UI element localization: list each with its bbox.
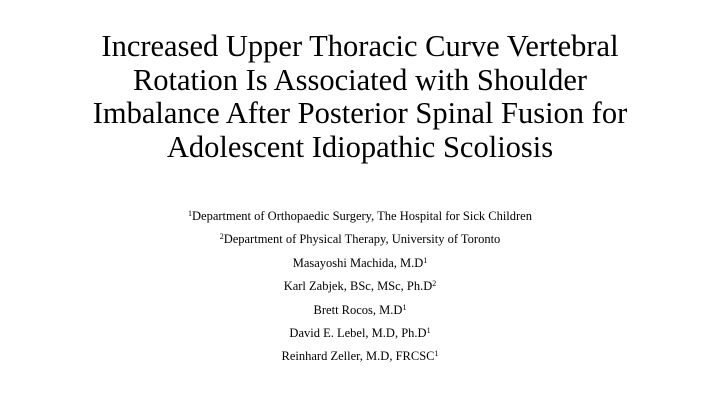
author-3 — [60, 299, 660, 322]
author-1 — [60, 252, 660, 275]
affiliation-1 — [60, 205, 660, 228]
slide-title — [60, 30, 660, 164]
author-name: David E. Lebel, M.D, Ph.D — [289, 325, 427, 340]
author-marker: 1 — [423, 255, 428, 265]
author-4 — [60, 322, 660, 345]
author-name: Karl Zabjek, BSc, MSc, Ph.D — [283, 279, 433, 294]
author-name: Reinhard Zeller, M.D, FRCSC — [281, 349, 435, 364]
affiliation-text: Department of Orthopaedic Surgery, The Hospital for Sick Children — [192, 209, 532, 223]
affiliation-2 — [60, 228, 660, 251]
title-line: Adolescent Idiopathic Scoliosis — [166, 129, 554, 164]
author-name: Masayoshi Machida, M.D — [292, 255, 424, 270]
author-2 — [60, 275, 660, 298]
title-line: Increased Upper Thoracic Curve Vertebral — [101, 29, 619, 63]
title-line: Imbalance After Posterior Spinal Fusion for — [92, 96, 628, 130]
affiliation-marker: 2 — [219, 232, 224, 242]
author-marker: 2 — [432, 279, 437, 289]
author-marker: 1 — [402, 302, 407, 312]
author-marker: 1 — [426, 325, 431, 335]
affiliation-text: Department of Physical Therapy, University of Toronto — [223, 232, 501, 247]
author-marker: 1 — [434, 349, 439, 359]
title-line: Rotation Is Associated with Shoulder — [132, 62, 588, 97]
affiliation-marker: 1 — [188, 209, 193, 218]
author-5 — [60, 345, 660, 368]
author-name: Brett Rocos, M.D — [313, 302, 403, 317]
byline-block — [60, 205, 660, 369]
